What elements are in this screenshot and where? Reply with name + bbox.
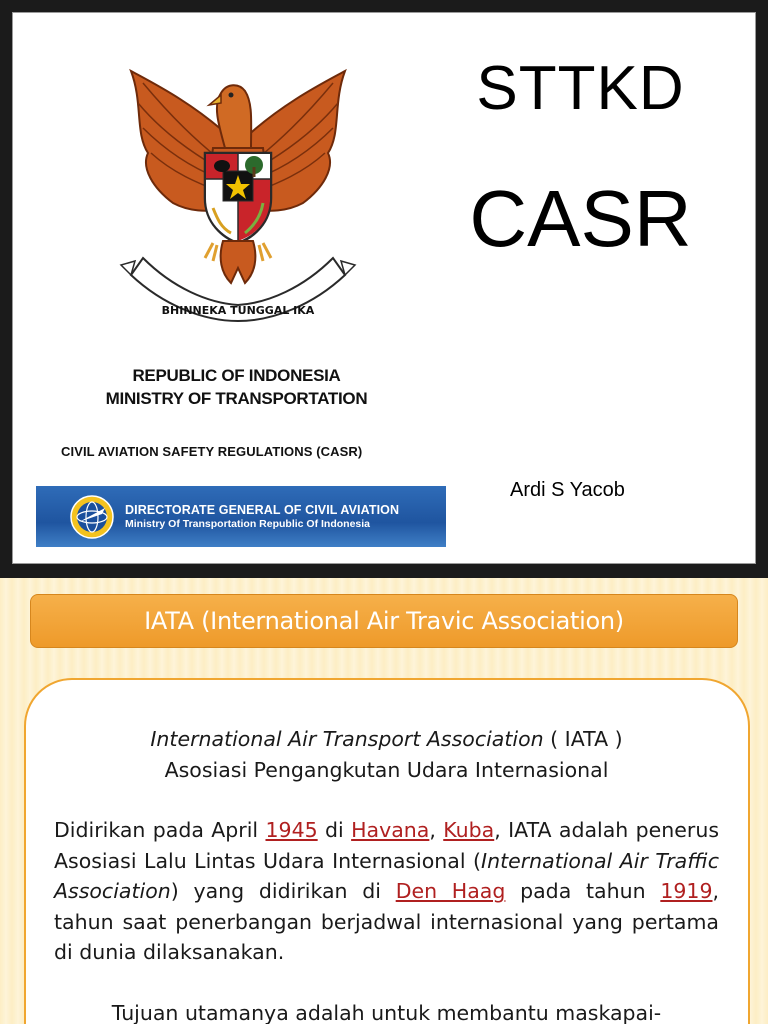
slide-1-canvas (12, 12, 756, 564)
paragraph-1 (54, 815, 719, 968)
p1-text-2: di (317, 818, 352, 842)
regulations-line: CIVIL AVIATION SAFETY REGULATIONS (CASR) (61, 444, 363, 459)
content-text (54, 724, 719, 1024)
dgca-subtitle: Ministry Of Transportation Republic Of Indonesia (125, 518, 371, 530)
link-1945[interactable]: 1945 (265, 818, 318, 842)
dgca-globe-logo-icon (69, 494, 115, 540)
emblem-motto-text: BHINNEKA TUNGGAL IKA (161, 304, 315, 317)
intro-line (54, 724, 719, 755)
intro-subtitle: Asosiasi Pengangkutan Udara Internasional (164, 757, 609, 782)
p1-text-3: , (429, 818, 444, 842)
slide-2 (0, 578, 768, 1024)
dgca-title: DIRECTORATE GENERAL OF CIVIL AVIATION (125, 503, 400, 517)
link-kuba[interactable]: Kuba (443, 818, 495, 842)
intro-abbr: ( IATA ) (543, 727, 623, 751)
ministry-heading (69, 364, 404, 410)
paragraph-2: Tujuan utamanya adalah untuk membantu maskapai- (111, 1000, 662, 1024)
slide-title-casr: CASR (469, 174, 692, 263)
author-name: Ardi S Yacob (510, 479, 625, 501)
link-den-haag[interactable]: Den Haag (395, 879, 506, 903)
link-1919[interactable]: 1919 (660, 879, 713, 903)
slide-title-sttkd: STTKD (476, 54, 685, 123)
p1-text-4: , IATA adalah penerus Asosiasi Lalu Lintas Udara Internasional ( (54, 818, 719, 873)
slide-2-heading: IATA (International Air Travic Association) (30, 594, 738, 648)
p1-italic: International Air Traffic Association (54, 848, 719, 903)
p1-text-6: pada tahun (505, 879, 661, 903)
intro-italic: International Air Transport Association (150, 727, 544, 751)
garuda-pancasila-emblem-icon (113, 43, 363, 323)
p1-text-5: ) yang didirikan di (170, 879, 396, 903)
dgca-banner (36, 486, 446, 547)
ministry-line: MINISTRY OF TRANSPORTATION (105, 389, 368, 408)
p1-text-7: , tahun saat penerbangan berjadwal internasional yang pertama di dunia dilaksanakan. (54, 879, 720, 964)
republic-line: REPUBLIC OF INDONESIA (132, 366, 341, 385)
link-havana[interactable]: Havana (351, 818, 430, 842)
p1-text-1: Didirikan pada April (54, 818, 266, 842)
